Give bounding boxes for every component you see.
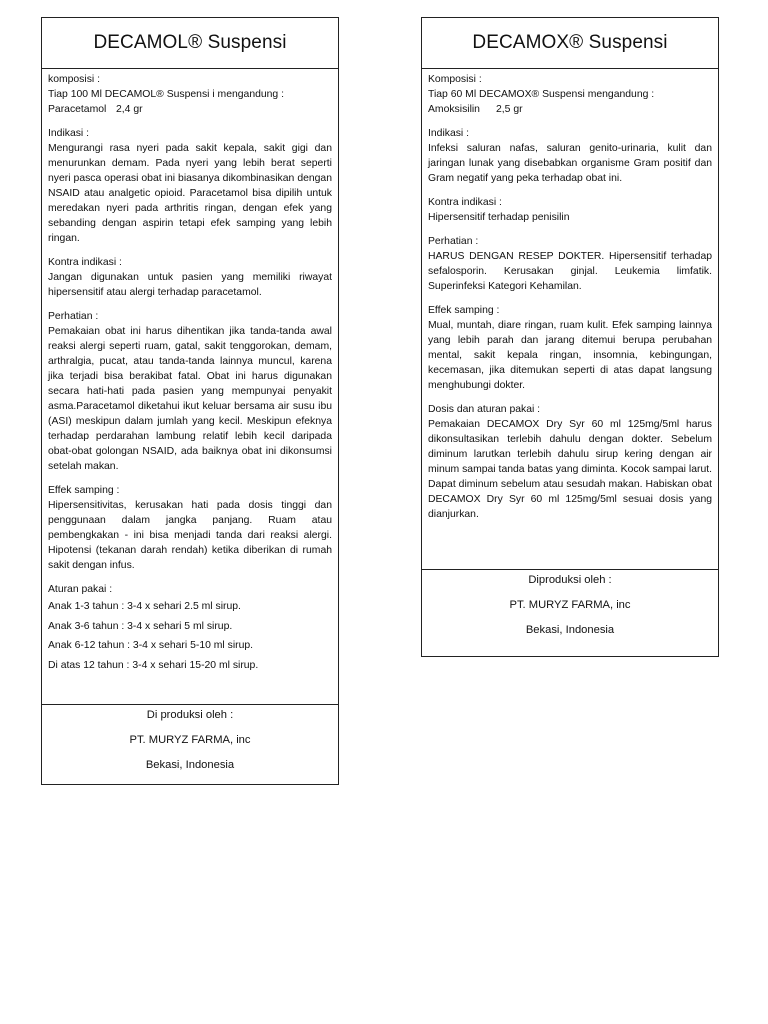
decamol-perhatian-section	[48, 309, 332, 474]
decamol-kontra-heading: Kontra indikasi :	[48, 257, 122, 268]
decamol-producer-location: Bekasi, Indonesia	[145, 759, 235, 771]
decamox-kontra-section	[428, 195, 712, 225]
decamox-komposisi-heading: Komposisi :	[428, 74, 482, 85]
decamol-title: DECAMOL® Suspensi	[42, 18, 338, 69]
decamox-indikasi-section	[428, 126, 712, 186]
decamol-label-card	[41, 17, 339, 785]
decamox-dosis-text: Pemakaian DECAMOX Dry Syr 60 ml 125mg/5ml harus dikonsultasikan terlebih dahulu dengan dokter. Sebelum diminum larutkan terlebih dahulu sirup kering dengan air minum sampai tanda batas yang diminta. Kocok sampai larut. Dapat diminum sebelum atau sesudah makan. Habiskan obat DECAMOX Dry Syr 60 ml 125mg/5ml sesuai dosis yang dianjurkan.	[428, 419, 712, 520]
decamol-perhatian-text: Pemakaian obat ini harus dihentikan jika tanda-tanda awal reaksi alergi seperti ruam, gatal, sakit tenggorokan, demam, arthralgia, pucat, atau tanda-tanda lainnya muncul, karena jika terjadi bisa berakibat fatal. Obat ini harus digunakan secara hati-hati pada pasien yang mempunyai penyakit asma.Paracetamol diketahui ikut keluar bersama air susu ibu (ASI) meskipun dalam jumlah yang kecil. Meskipun efeknya terhadap perdarahan lambung relatif lebih kecil daripada obat-obat golongan NSAID, ada baiknya obat ini dikonsumsi setelah makan.	[48, 326, 332, 472]
decamol-aturan-section	[48, 582, 332, 675]
decamol-indikasi-text: Mengurangi rasa nyeri pada sakit kepala, sakit gigi dan menurunkan demam. Pada nyeri yang lebih berat seperti nyeri pasca operasi obat ini biasanya dikombinasikan dengan NSAID atau analgetic opioid. Paracetamol bisa dipilih untuk meredakan nyeri pada arthritis ringan, dengan efek yang sebanding dengan aspirin tetapi efek samping yang lebih ringan.	[48, 143, 332, 244]
decamox-producer-company: PT. MURYZ FARMA, inc	[509, 599, 631, 611]
decamol-aturan-line: Di atas 12 tahun : 3-4 x sehari 15-20 ml sirup.	[48, 659, 259, 671]
decamox-komposisi-line: Tiap 60 Ml DECAMOX® Suspensi mengandung :	[428, 89, 655, 100]
decamox-ingredient-amount: 2,5 gr	[496, 104, 523, 115]
decamol-efek-text: Hipersensitivitas, kerusakan hati pada dosis tinggi dan penggunaan dalam jangka panjang. Ruam atau pembengkakan - ini bisa menjadi tanda dari reaksi alergi. Hipotensi (tekanan darah rendah) ketika diberikan di rumah sakit dengan infus.	[48, 500, 332, 571]
decamol-perhatian-heading: Perhatian :	[48, 311, 99, 322]
decamox-efek-heading: Effek samping :	[428, 305, 500, 316]
decamox-kontra-text: Hipersensitif terhadap penisilin	[428, 212, 570, 223]
decamol-efek-heading: Effek samping :	[48, 485, 120, 496]
decamol-indikasi-heading: Indikasi :	[48, 128, 90, 139]
decamol-producer	[42, 704, 338, 784]
decamol-producer-company: PT. MURYZ FARMA, inc	[129, 734, 251, 746]
decamox-perhatian-heading: Perhatian :	[428, 236, 479, 247]
decamol-indikasi-section	[48, 126, 332, 246]
decamox-dosis-section	[428, 402, 712, 522]
decamol-body	[42, 69, 338, 675]
decamol-kontra-text: Jangan digunakan untuk pasien yang memiliki riwayat hipersensitif atau alergi terhadap paracetamol.	[48, 272, 332, 298]
decamox-kontra-heading: Kontra indikasi :	[428, 197, 502, 208]
decamox-producer-location: Bekasi, Indonesia	[525, 624, 615, 636]
decamol-komposisi-line: Tiap 100 Ml DECAMOL® Suspensi i mengandung :	[48, 89, 284, 100]
decamox-indikasi-text: Infeksi saluran nafas, saluran genito-urinaria, kulit dan jaringan lunak yang disebabkan organisme Gram positif dan Gram negatif yang peka terhadap obat ini.	[428, 143, 712, 184]
decamox-dosis-heading: Dosis dan aturan pakai :	[428, 404, 541, 415]
decamox-label-card	[421, 17, 719, 657]
decamox-efek-section	[428, 303, 712, 393]
decamox-producer	[422, 569, 718, 656]
decamol-ingredient-name: Paracetamol	[48, 104, 107, 115]
decamol-aturan-line: Anak 1-3 tahun : 3-4 x sehari 2.5 ml sirup.	[48, 601, 241, 612]
decamol-komposisi-section	[48, 72, 332, 117]
decamol-producer-label: Di produksi oleh :	[146, 709, 234, 721]
decamol-aturan-line: Anak 6-12 tahun : 3-4 x sehari 5-10 ml sirup.	[48, 640, 254, 651]
decamol-kontra-section	[48, 255, 332, 300]
decamox-ingredient-row	[428, 102, 712, 117]
decamol-aturan-line: Anak 3-6 tahun : 3-4 x sehari 5 ml sirup.	[48, 620, 233, 632]
decamol-komposisi-heading: komposisi :	[48, 74, 100, 85]
decamol-ingredient-row	[48, 102, 332, 117]
decamox-ingredient-name: Amoksisilin	[428, 104, 480, 115]
decamox-title: DECAMOX® Suspensi	[422, 18, 718, 69]
decamox-producer-label: Diproduksi oleh :	[528, 574, 612, 586]
decamol-efek-section	[48, 483, 332, 573]
decamol-aturan-heading: Aturan pakai :	[48, 584, 113, 595]
decamol-ingredient-amount: 2,4 gr	[116, 104, 143, 115]
decamox-indikasi-heading: Indikasi :	[428, 128, 470, 139]
decamox-efek-text: Mual, muntah, diare ringan, ruam kulit. Efek samping lainnya yang lebih parah dan jarang ditemui berupa perubahan mental, sakit kepala ringan, insomnia, kebingungan, kecemasan, jika ditemukan seperti di atas dapat langsung menghubungi dokter.	[428, 320, 712, 391]
decamox-komposisi-section	[428, 72, 712, 117]
decamox-perhatian-text: HARUS DENGAN RESEP DOKTER. Hipersensitif terhadap sefalosporin. Kerusakan ginjal. Leukemia limfatik. Superinfeksi Kategori Kehamilan.	[428, 251, 712, 292]
decamox-perhatian-section	[428, 234, 712, 294]
decamox-body	[422, 69, 718, 522]
